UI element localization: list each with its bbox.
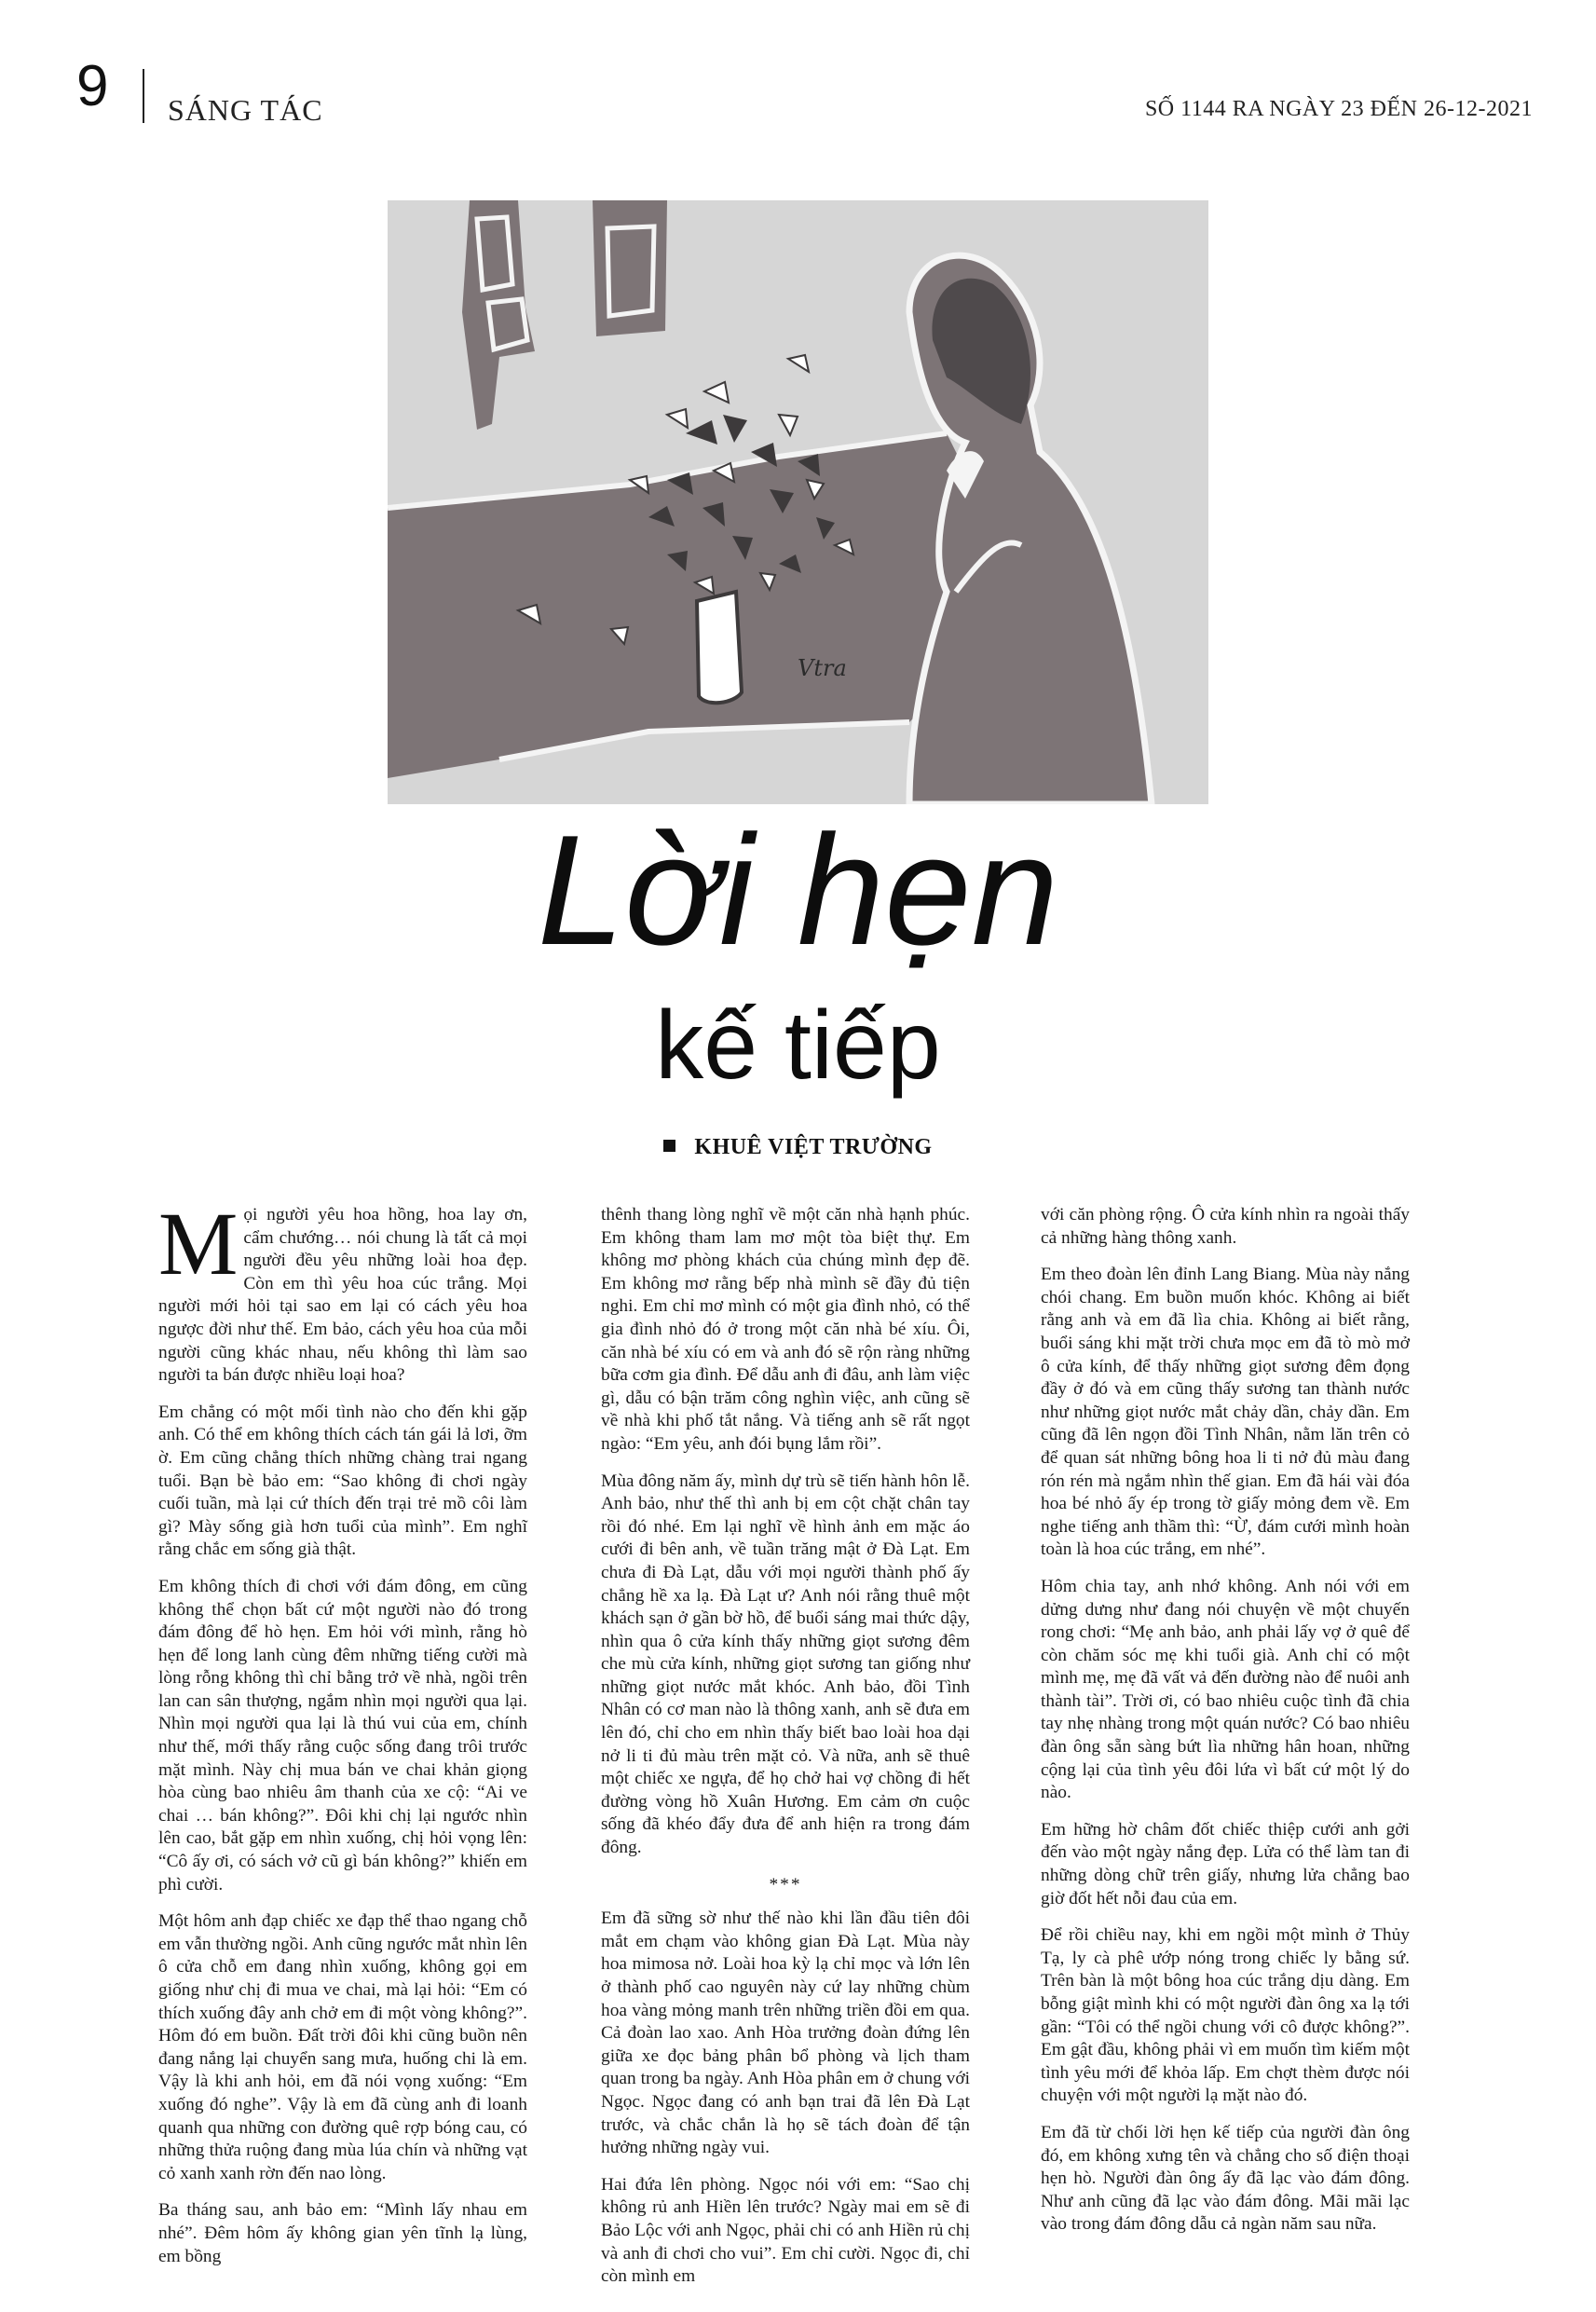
issue-date: SỐ 1144 RA NGÀY 23 ĐẾN 26-12-2021 [1144, 97, 1533, 121]
author-name: KHUÊ VIỆT TRƯỜNG [694, 1135, 933, 1159]
paragraph: thênh thang lòng nghĩ về một căn nhà hạnh phúc. Em không tham lam mơ một tòa biệt thự. Em không mơ phòng khách của chúng mình đẹp đẽ. Em không mơ rằng bếp nhà mình sẽ đầy đủ tiện nghi. Em chỉ mơ mình có một gia đình nhỏ, có thể gia đình nhỏ đó ở trong một căn nhà bé xíu. Ôi, căn nhà bé xíu có em và anh đó sẽ rộn ràng những bữa cơm gia đình. Để dẫu anh đi đâu, anh làm việc gì, dẫu có bận trăm công nghìn việc, anh cũng sẽ về nhà khi phố tắt nắng. Và tiếng anh sẽ rất ngọt ngào: “Em yêu, anh đói bụng lắm rồi”. [601, 1205, 970, 1454]
text-column-3 [1041, 1204, 1410, 2250]
paragraph: Mọi người yêu hoa hồng, hoa lay ơn, cẩm chướng… nói chung là tất cả mọi người đều yêu những loài hoa đẹp. Còn em thì yêu hoa cúc trắng. Mọi người mới hỏi tại sao em lại có cách yêu hoa ngược đời như thế. Em bảo, cách yêu hoa của mỗi người cũng khác nhau, nếu không thì làm sao người ta bán được nhiều loại hoa? [158, 1194, 527, 1386]
section-label: SÁNG TÁC [168, 93, 323, 127]
bullet-square-icon [663, 1140, 675, 1152]
paragraph: Em theo đoàn lên đỉnh Lang Biang. Mùa này nắng chói chang. Em buồn muốn khóc. Không ai biết rằng anh và em đã lìa chia. Không ai biết rằng, buổi sáng khi mặt trời chưa mọc em đã tò mò mở ô cửa kính, để thấy những giọt sương đêm đọng đầy ở đó và em cũng thấy sương tan thành nước như những giọt nước mắt chảy dần, chảy dần. Em cũng đã lên ngọn đồi Tình Nhân, nằm lăn trên cỏ để quan sát những bông hoa li ti nở đủ màu đang rón rén mà ngắm nhìn thế gian. Em đã hái vài đóa hoa bé nhỏ ấy ép trong tờ giấy mỏng đem về. Em nghe tiếng anh thầm thì: “Ừ, đám cưới mình hoàn toàn là hoa cúc trắng, em nhé”. [1041, 1265, 1410, 1560]
author-byline [0, 1135, 1596, 1160]
drop-cap: M [158, 1194, 239, 1293]
page-number: 9 [76, 54, 109, 118]
text-column-2 [601, 1204, 970, 2303]
paragraph: Để rồi chiều nay, khi em ngồi một mình ở Thủy Tạ, ly cà phê ướp nóng trong chiếc ly bằng sứ. Trên bàn là một bông hoa cúc trắng dịu dàng. Em bỗng giật mình khi có một người đàn ông xa lạ tới gần: “Tôi có thể ngồi chung với cô được không?”. Em gật đầu, không phải vì em muốn tìm kiếm một tình yêu mới để khỏa lấp. Em chợt thèm được nói chuyện với một người lạ mặt nào đó. [1041, 1925, 1410, 2106]
section-separator: *** [769, 1874, 802, 1895]
paragraph: Em chẳng có một mối tình nào cho đến khi gặp anh. Có thể em không thích cách tán gái lả lơi, ỡm ờ. Em cũng chẳng thích những chàng trai ngang tuổi. Bạn bè bảo em: “Sao không đi chơi ngày cuối tuần, mà lại cứ thích đến trại trẻ mồ côi làm gì? Mày sống già hơn tuổi của mình”. Em nghĩ rằng chắc em sống già thật. [158, 1402, 527, 1560]
paragraph: với căn phòng rộng. Ô cửa kính nhìn ra ngoài thấy cả những hàng thông xanh. [1041, 1205, 1410, 1248]
paragraph: Em đã từ chối lời hẹn kế tiếp của người đàn ông đó, em không xưng tên và chẳng cho số điện thoại hẹn hò. Người đàn ông ấy đã lạc vào đám đông. Như anh cũng đã lạc vào đám đông. Mãi mãi lạc vào trong đám đông dẫu cả ngàn năm sau nữa. [1041, 2122, 1410, 2235]
paragraph: Em đã sững sờ như thế nào khi lần đầu tiên đôi mắt em chạm vào không gian Đà Lạt. Mùa này hoa mimosa nở. Loài hoa kỳ lạ chỉ mọc và lớn lên ở thành phố cao nguyên này cứ lay những chùm hoa vàng mỏng manh trên những triền đồi em qua. Cả đoàn lao xao. Anh Hòa trưởng đoàn đứng lên giữa xe đọc bảng phân bổ phòng và lịch tham quan trong ba ngày. Anh Hòa phân em ở chung với Ngọc. Ngọc đang có anh bạn trai đã lên Đà Lạt trước, và chắc chắn là họ sẽ tách đoàn để tận hưởng những ngày vui. [601, 1908, 970, 2158]
paragraph: Hôm chia tay, anh nhớ không. Anh nói với em dửng dưng như đang nói chuyện về một chuyến rong chơi: “Mẹ anh bảo, anh phải lấy vợ ở quê để còn chăm sóc mẹ khi tuổi già. Anh chỉ có một mình mẹ, mẹ đã vất vả đến đường nào để nuôi anh thành tài”. Trời ơi, có bao nhiêu cuộc tình đã chia tay nhẹ nhàng trong một quán nước? Có bao nhiêu đàn ông sẵn sàng bứt lìa những hân hoan, những cộng lại của tình yêu đôi lứa vì bất cứ một lý do nào. [1041, 1576, 1410, 1803]
paragraph: Một hôm anh đạp chiếc xe đạp thể thao ngang chỗ em vẫn thường ngồi. Anh cũng ngước mắt nhìn lên ô cửa chỗ em đang nhìn xuống, không gọi em giống như chị đi mua ve chai, mà lại hỏi: “Em có thích xuống đây anh chở em đi một vòng không?”. Hôm đó em buồn. Đất trời đôi khi cũng buồn nên đang nắng lại chuyển sang mưa, huống chi là em. Vậy là khi anh hỏi, em đã nói vọng xuống: “Em xuống đó nghe”. Vậy là em đã cùng anh đi loanh quanh qua những con đường quê rợp bóng cau, có những thửa ruộng đang mùa lúa chín và những vạt cỏ xanh xanh rờn đến nao lòng. [158, 1911, 527, 2183]
paragraph: Ba tháng sau, anh bảo em: “Mình lấy nhau em nhé”. Đêm hôm ấy không gian yên tĩnh lạ lùng, em bồng [158, 2200, 527, 2266]
paragraph: Mùa đông năm ấy, mình dự trù sẽ tiến hành hôn lễ. Anh bảo, như thế thì anh bị em cột chặt chân tay rồi đó nhé. Em lại nghĩ về hình ảnh em mặc áo cưới đi bên anh, về tuần trăng mật ở Đà Lạt. Em chưa đi Đà Lạt, dẫu với mọi người thành phố ấy chẳng hề xa lạ. Đà Lạt ư? Anh nói rằng thuê một khách sạn ở gần bờ hồ, để buổi sáng mai thức dậy, nhìn qua ô cửa kính thấy những giọt sương đêm che mù cửa kính, những giọt sương tan giống như những giọt nước mắt khóc. Anh bảo, đồi Tình Nhân có cơ man nào là thông xanh, anh sẽ đưa em lên đó, chỉ cho em nhìn thấy biết bao loài hoa dại nở li ti đủ màu trên mặt cỏ. Và nữa, anh sẽ thuê một chiếc xe ngựa, để họ chở hai vợ chồng đi hết đường vòng hồ Xuân Hương. Em cảm ơn cuộc sống đã khéo đẩy đưa để anh hiện ra trong đám đông. [601, 1471, 970, 1858]
article-subtitle: kế tiếp [655, 992, 941, 1100]
article-title: Lời hẹn [537, 802, 1059, 978]
text-column-1 [158, 1194, 527, 2282]
story-illustration [388, 200, 1208, 804]
paragraph: Em không thích đi chơi với đám đông, em cũng không thể chọn bất cứ một người nào đó trong đám đông để hò hẹn. Em hỏi với mình, rằng hò hẹn để long lanh cùng đêm những tiếng cười mà lòng rỗng không thì chỉ bằng trở về nhà, ngồi trên lan can sân thượng, ngắm nhìn mọi người qua lại. Nhìn mọi người qua lại là thú vui của em, chính như thế, mới thấy rằng cuộc sống đang trôi trước mặt mình. Này chị mua bán ve chai khản giọng hòa cùng bao nhiêu âm thanh của xe cộ: “Ai ve chai … bán không?”. Đôi khi chị lại ngước nhìn lên cao, bắt gặp em nhìn xuống, chị hỏi vọng lên: “Cô ấy ơi, có sách vở cũ gì bán không?” khiến em phì cười. [158, 1576, 527, 1895]
header-divider [143, 69, 144, 123]
paragraph: Hai đứa lên phòng. Ngọc nói với em: “Sao chị không rủ anh Hiền lên trước? Ngày mai em sẽ đi Bảo Lộc với anh Ngọc, phải chi có anh Hiền rủ chị và anh đi chơi cho vui”. Em chỉ cười. Ngọc đi, chỉ còn mình em [601, 2174, 970, 2287]
paragraph: Em hững hờ châm đốt chiếc thiệp cưới anh gởi đến vào một ngày nắng đẹp. Lửa có thể làm tan đi những dòng chữ trên giấy, nhưng lửa chẳng bao giờ đốt hết nỗi đau của em. [1041, 1819, 1410, 1908]
illustrator-signature: Vtra [798, 655, 847, 681]
